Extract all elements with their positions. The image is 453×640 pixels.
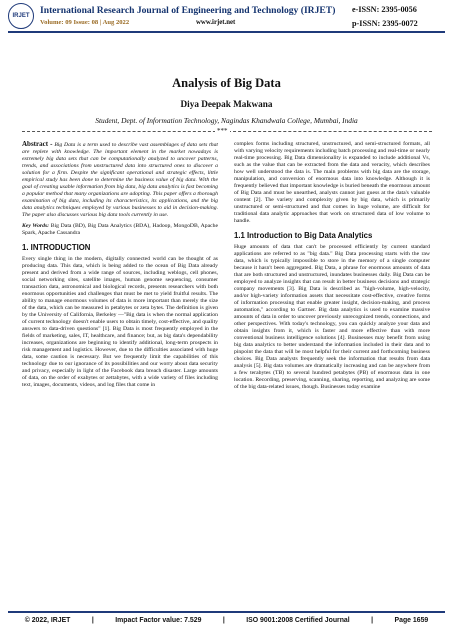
introduction-continued-paragraph: complex forms including structured, unstructured, and semi-structured formats, all with varying velocity requirements including batch processing and real-time or nearly real-time processing. Big Data dimensionality is expanded to include additional Vs, such as the value that can be extracted from the data and veracity, which describes how well understood the data is. The main problems with big data are the storage, manipulation, and conversion of enormous data into knowledge. Although it is frequently believed that important knowledge is buried beneath the enormous amount of Big Data and must be unearthed, analysts cannot just guess at the data's valuable content [2]. The variety and complexity given by big data, which is primarily unstructured or semi-structured and that comes in huge volume, are difficult for traditional data analytic approaches that work on structured data of low volume to handle. xyxy=(234,141,430,224)
separator-mark: *** xyxy=(217,127,228,135)
section-heading-introduction: 1. INTRODUCTION xyxy=(22,243,91,252)
volume-issue: Volume: 09 Issue: 08 | Aug 2022 xyxy=(40,19,130,26)
footer-page-number: Page 1659 xyxy=(394,617,429,624)
abstract xyxy=(22,141,218,219)
right-column xyxy=(234,141,430,395)
header-rule xyxy=(8,31,445,33)
footer-separator: | xyxy=(371,617,374,624)
p-issn: p-ISSN: 2395-0072 xyxy=(352,19,418,28)
author-name: Diya Deepak Makwana xyxy=(180,99,273,109)
left-column xyxy=(22,141,218,393)
author-affiliation: Student, Dept. of Information Technology, Nagindas Khandwala College, Mumbai, India xyxy=(95,116,358,125)
e-issn: e-ISSN: 2395-0056 xyxy=(352,5,417,14)
keywords-label: Key Words: xyxy=(22,223,50,229)
section-heading-big-data-analytics: 1.1 Introduction to Big Data Analytics xyxy=(234,231,373,240)
irjet-logo xyxy=(8,3,34,29)
footer-iso: ISO 9001:2008 Certified Journal xyxy=(246,617,350,624)
paper-title: Analysis of Big Data xyxy=(172,76,281,90)
introduction-paragraph: Every single thing in the modern, digitally connected world can be thought of as producing data. This data, which is being added to the ocean of Big Data already present and derived from a wide range of sources, including weblogs, cell phones, social networking sites, satellite images, human genome sequencing, consumer transaction data, astronomical and biological records, presents researchers with both enormous opportunities and challenges that must be met to yield fruitful results. The ability to manage enormous volumes of data is more important than merely the size of the data, which can be measured in petabytes or zeta bytes. The definition is given by the University of California, Berkeley —"Big data is when the normal application of current technology doesn't enable users to obtain timely, cost-effective, and quality answers to data-driven questions" [1]. Big Data is most frequently employed in the fields of marketing, sales, IT, healthcare, and finance; but, as big data's dependability increases, organizations are beginning to identify additional, long-term prospects in risk management and logistics. However, due to the difficulties associated with huge data, some caution is necessary. But we frequently limit the capabilities of this technology due to our ignorance of its possibilities and our worry about data security and privacy, especially in light of the Facebook data breach disaster. Large amounts of data, on the order of exabytes or zettabytes, with a wide variety of files including text, images, documents, videos, and log files that come in xyxy=(22,256,218,388)
keywords xyxy=(22,223,218,237)
journal-title: International Research Journal of Engineering and Technology (IRJET) xyxy=(40,5,336,16)
footer-copyright: © 2022, IRJET xyxy=(24,617,71,624)
page-footer xyxy=(0,617,453,624)
big-data-analytics-paragraph: Huge amounts of data that can't be processed efficiently by current standard applications are referred to as "big data." Big Data processing starts with the raw data, which is typically impossible to store in the memory of a single computer because it hasn't been aggregated. Big Data, a phrase for enormous amounts of data that are both structured and unstructured, inundates businesses daily. Big Data can be employed to analyze insights that can result in better business decisions and strategic company movements [3]. Big Data is described as "high-volume, high-velocity, and/or high-variety information assets that necessitate cost-effective, creative forms of information processing that enable greater insight, decision-making, and process automation," according to Gartner. Big data analytics is used to examine massive amounts of data in order to uncover previously unrecognized trends, connections, and other perspectives. With today's technology, you can quickly analyze your data and obtain insights from it, which is faster and more effective than with more conventional business intelligence solutions [4]. Businesses may benefit from using big data analytics to better understand the information included in their data and to pinpoint the data that will be most helpful for their current and forthcoming business choices. Big Data analysts frequently seek the information that results from data analysis [5]. Big data volumes are dramatically increasing and can be anywhere from a few terabytes (TB) to several hundred petabytes (PB) of enormous data in one location. Recording, preserving, scanning, sharing, reporting, and analyzing are some of the big data-related issues, though. Businesses today examine xyxy=(234,244,430,390)
journal-website-link[interactable]: www.irjet.net xyxy=(196,19,236,26)
footer-separator: | xyxy=(222,617,225,624)
footer-rule xyxy=(8,611,445,613)
logo-text: IRJET xyxy=(12,13,30,19)
abstract-label: Abstract - xyxy=(22,140,53,148)
footer-separator: | xyxy=(91,617,94,624)
keywords-text: Big Data (BD), Big Data Analytics (BDA), Hadoop, MongoDB, Apache Spark, Apache Cassandra xyxy=(22,223,218,236)
abstract-text: Big Data is a term used to describe vast assemblages of data sets that are replete with knowledge. The important element in the market nowadays is extremely big data sets that can be computationally analyzed to uncover patterns, trends, and associations from unstructured data into structured ones to discover a solution for a firm. Despite the significant operational and strategic effects, little empirical study has been done to determine the business value of big data. With the goal of creating usable information from big data, big data analytics is fast becoming a popular method that many organizations are adopting. This paper offers a thorough examination of big data, including its characteristics, its applications, and the big data analytics techniques employed by various businesses to aid in decision-making. The paper also discusses various big data tools currently in use. xyxy=(22,142,218,218)
journal-header xyxy=(0,0,453,34)
footer-impact-factor: Impact Factor value: 7.529 xyxy=(115,617,202,624)
